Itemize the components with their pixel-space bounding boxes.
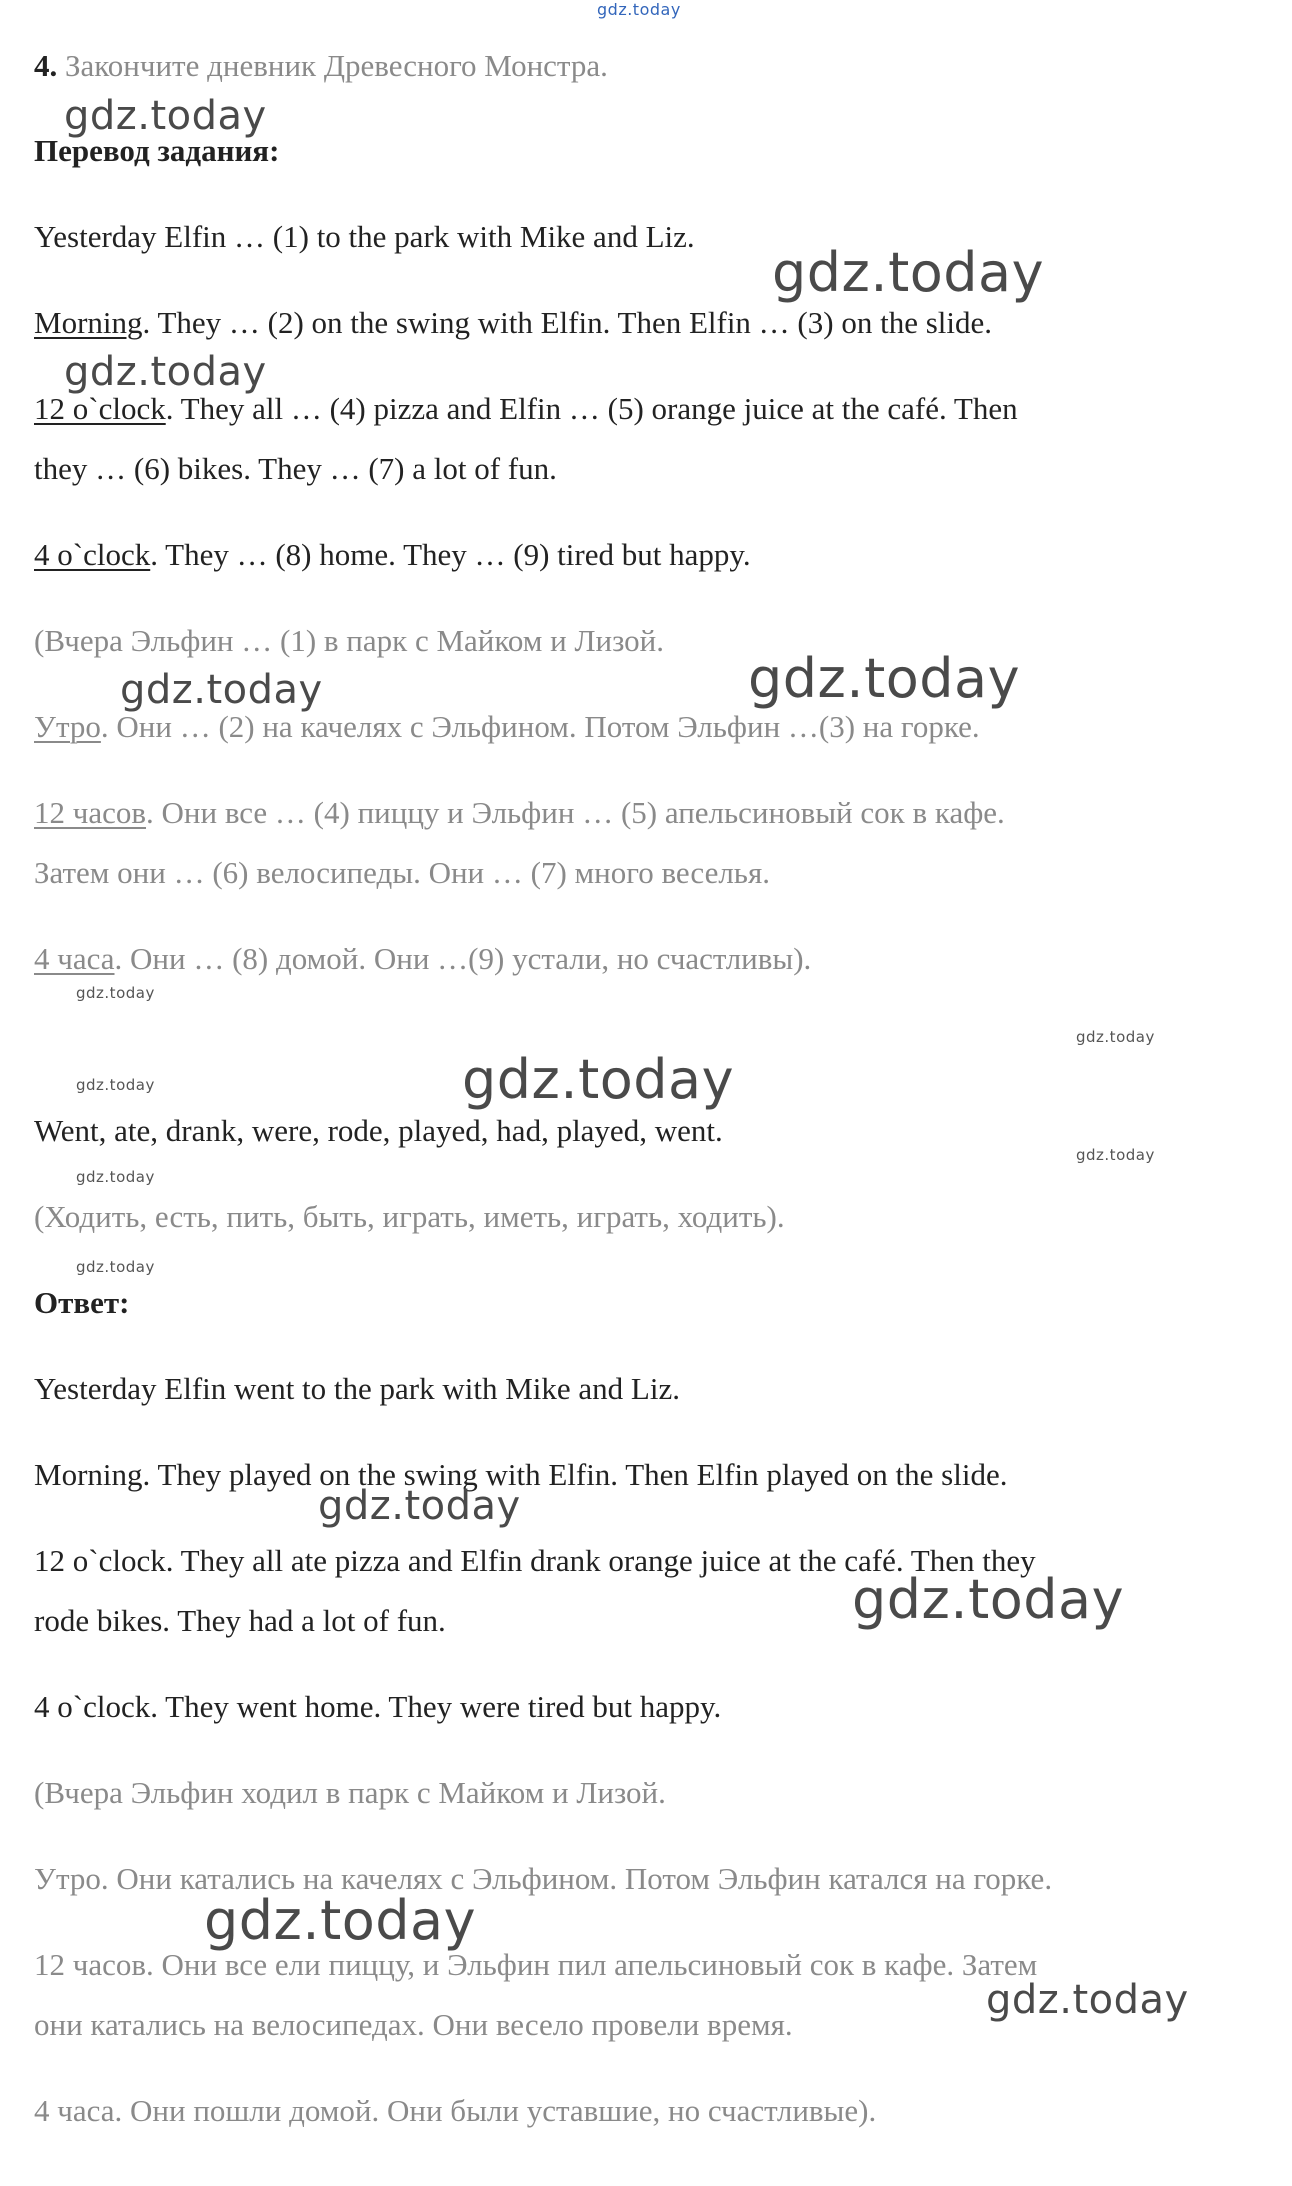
word-bank-ru: (Ходить, есть, пить, быть, играть, иметь, играть, ходить). xyxy=(34,1199,785,1234)
watermark: gdz.today xyxy=(204,1889,477,1952)
four-label: 4 o`clock xyxy=(34,537,151,572)
ru-four-label: 4 часа xyxy=(34,941,115,976)
task-title-line xyxy=(34,46,608,86)
watermark-small: gdz.today xyxy=(1076,1028,1155,1046)
exercise-ru-morning xyxy=(34,707,980,747)
watermark: gdz.today xyxy=(318,1483,521,1529)
answer-ru-line-2: Утро. Они катались на качелях с Эльфином. Потом Эльфин катался на горке. xyxy=(34,1861,1053,1896)
watermark: gdz.today xyxy=(462,1048,735,1111)
answer-ru-line-1: (Вчера Эльфин ходил в парк с Майком и Лизой. xyxy=(34,1775,666,1810)
task-number: 4. xyxy=(34,48,58,83)
exercise-en-noon xyxy=(34,389,1018,429)
ru-morning-label: Утро xyxy=(34,709,101,744)
exercise-ru-noon xyxy=(34,793,1005,833)
task-title: Закончите дневник Древесного Монстра. xyxy=(65,48,608,83)
watermark-small: gdz.today xyxy=(76,984,155,1002)
answer-heading: Ответ: xyxy=(34,1285,130,1320)
watermark-small: gdz.today xyxy=(76,1168,155,1186)
exercise-en-morning xyxy=(34,303,992,343)
word-bank-en: Went, ate, drank, were, rode, played, had, played, went. xyxy=(34,1113,723,1148)
watermark-small: gdz.today xyxy=(76,1258,155,1276)
noon-text: . They all … (4) pizza and Elfin … (5) orange juice at the café. Then xyxy=(165,391,1018,426)
exercise-ru-noon-2: Затем они … (6) велосипеды. Они … (7) много веселья. xyxy=(34,855,770,890)
top-watermark: gdz.today xyxy=(597,0,681,19)
answer-en-line-3: 12 o`clock. They all ate pizza and Elfin drank orange juice at the café. Then they xyxy=(34,1543,1036,1578)
noon-label: 12 o`clock xyxy=(34,391,166,426)
morning-label: Morning xyxy=(34,305,143,340)
ru-morning-text: . Они … (2) на качелях с Эльфином. Потом Эльфин …(3) на горке. xyxy=(100,709,980,744)
ru-four-text: . Они … (8) домой. Они …(9) устали, но счастливы). xyxy=(114,941,812,976)
watermark: gdz.today xyxy=(852,1568,1125,1631)
four-text: . They … (8) home. They … (9) tired but happy. xyxy=(150,537,751,572)
answer-en-line-4: rode bikes. They had a lot of fun. xyxy=(34,1603,446,1638)
answer-en-line-2: Morning. They played on the swing with Elfin. Then Elfin played on the slide. xyxy=(34,1457,1008,1492)
exercise-en-four xyxy=(34,535,751,575)
answer-en-line-5: 4 o`clock. They went home. They were tired but happy. xyxy=(34,1689,722,1724)
morning-text: . They … (2) on the swing with Elfin. Then Elfin … (3) on the slide. xyxy=(142,305,993,340)
ru-noon-text: . Они все … (4) пиццу и Эльфин … (5) апельсиновый сок в кафе. xyxy=(146,795,1005,830)
answer-ru-line-5: 4 часа. Они пошли домой. Они были уставшие, но счастливые). xyxy=(34,2093,877,2128)
watermark: gdz.today xyxy=(64,93,267,139)
watermark: gdz.today xyxy=(64,349,267,395)
exercise-en-noon-2: they … (6) bikes. They … (7) a lot of fun. xyxy=(34,451,557,486)
ru-noon-label: 12 часов xyxy=(34,795,146,830)
watermark: gdz.today xyxy=(986,1977,1189,2023)
answer-ru-line-4: они катались на велосипедах. Они весело провели время. xyxy=(34,2007,793,2042)
exercise-en-line-1: Yesterday Elfin … (1) to the park with Mike and Liz. xyxy=(34,219,695,254)
exercise-ru-line-1: (Вчера Эльфин … (1) в парк с Майком и Лизой. xyxy=(34,623,665,658)
watermark: gdz.today xyxy=(120,667,323,713)
watermark: gdz.today xyxy=(748,647,1021,710)
translation-heading: Перевод задания: xyxy=(34,133,280,168)
answer-en-line-1: Yesterday Elfin went to the park with Mike and Liz. xyxy=(34,1371,680,1406)
watermark-small: gdz.today xyxy=(1076,1146,1155,1164)
watermark: gdz.today xyxy=(772,241,1045,304)
exercise-ru-four xyxy=(34,939,811,979)
answer-ru-line-3: 12 часов. Они все ели пиццу, и Эльфин пил апельсиновый сок в кафе. Затем xyxy=(34,1947,1038,1982)
watermark-small: gdz.today xyxy=(76,1076,155,1094)
